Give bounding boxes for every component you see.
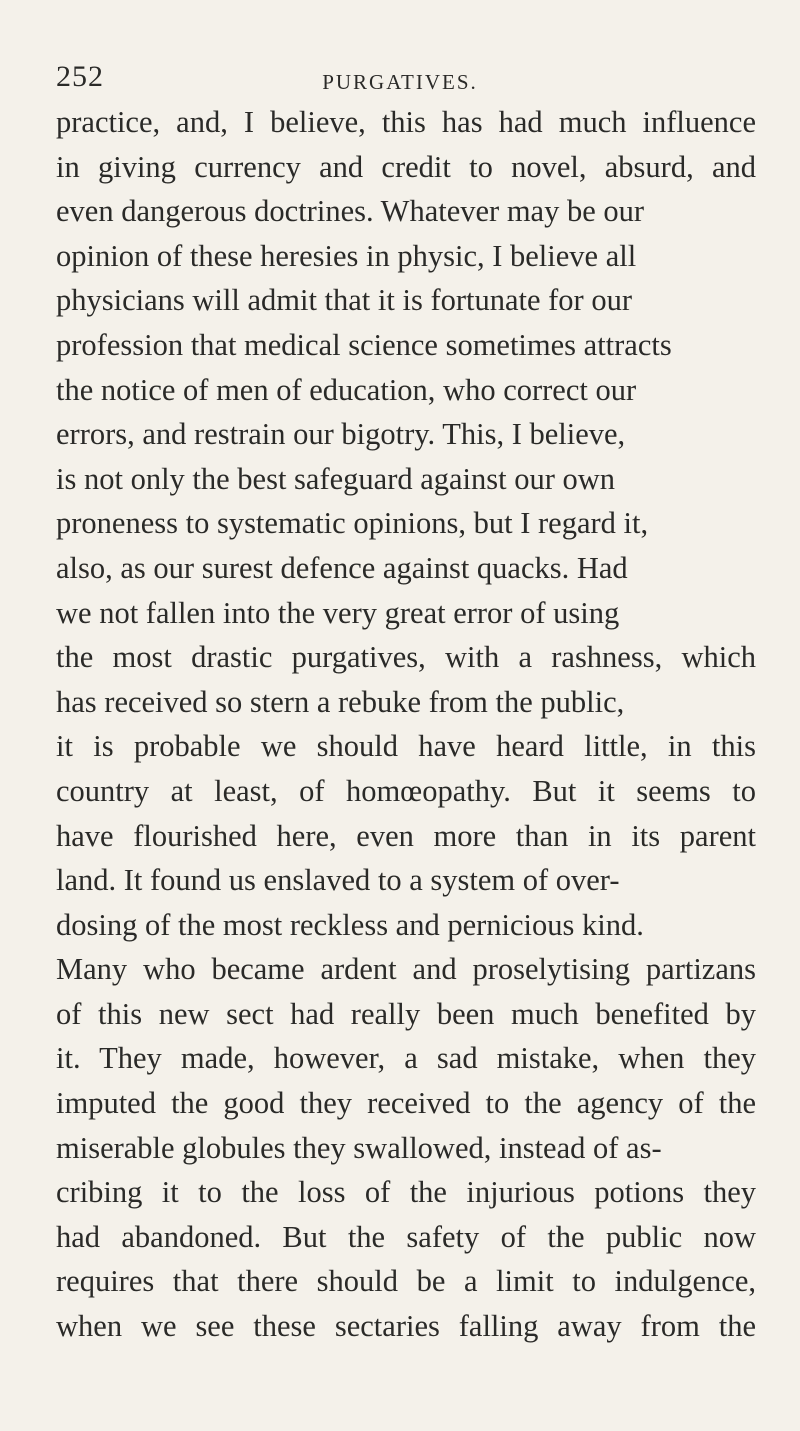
text-line: is not only the best safeguard against our own xyxy=(56,461,616,496)
text-line: has received so stern a rebuke from the public, xyxy=(56,684,625,719)
text-line: we not fallen into the very great error of using xyxy=(56,595,620,630)
text-line: opinion of these heresies in physic, I believe all xyxy=(56,238,637,273)
text-line: country at least, of homœopathy. But it seems to xyxy=(56,773,756,808)
text-line: also, as our surest defence against quacks. Had xyxy=(56,550,628,585)
page-number: 252 xyxy=(56,60,104,93)
text-line: the most drastic purgatives, with a rashness, which xyxy=(56,640,756,675)
text-line: have flourished here, even more than in its parent xyxy=(56,818,756,853)
text-line: land. It found us enslaved to a system of over- xyxy=(56,863,620,898)
text-line: proneness to systematic opinions, but I regard it, xyxy=(56,506,649,541)
text-line: errors, and restrain our bigotry. This, I believe, xyxy=(56,417,626,452)
text-line: of this new sect had really been much benefited by xyxy=(56,996,756,1031)
text-line: the notice of men of education, who correct our xyxy=(56,372,637,407)
text-line: Many who became ardent and proselytising partizans xyxy=(56,952,756,987)
text-line: miserable globules they swallowed, instead of as- xyxy=(56,1130,662,1165)
text-line: physicians will admit that it is fortunate for our xyxy=(56,283,633,318)
text-line: it is probable we should have heard little, in this xyxy=(56,729,756,764)
text-line: when we see these sectaries falling away from the xyxy=(56,1309,756,1344)
text-line: it. They made, however, a sad mistake, when they xyxy=(56,1041,756,1076)
text-line: imputed the good they received to the agency of the xyxy=(56,1086,756,1121)
text-line: practice, and, I believe, this has had much influence xyxy=(56,105,756,139)
text-line: had abandoned. But the safety of the public now xyxy=(56,1219,756,1254)
text-line: cribing it to the loss of the injurious potions they xyxy=(56,1175,756,1210)
text-line: in giving currency and credit to novel, absurd, and xyxy=(56,149,756,184)
text-line: requires that there should be a limit to indulgence, xyxy=(56,1264,756,1299)
text-line: even dangerous doctrines. Whatever may be our xyxy=(56,194,645,229)
body-text xyxy=(56,100,800,1349)
text-line: dosing of the most reckless and pernicious kind. xyxy=(56,907,644,942)
running-head: PURGATIVES. xyxy=(322,70,478,94)
text-line: profession that medical science sometimes attracts xyxy=(56,327,672,362)
